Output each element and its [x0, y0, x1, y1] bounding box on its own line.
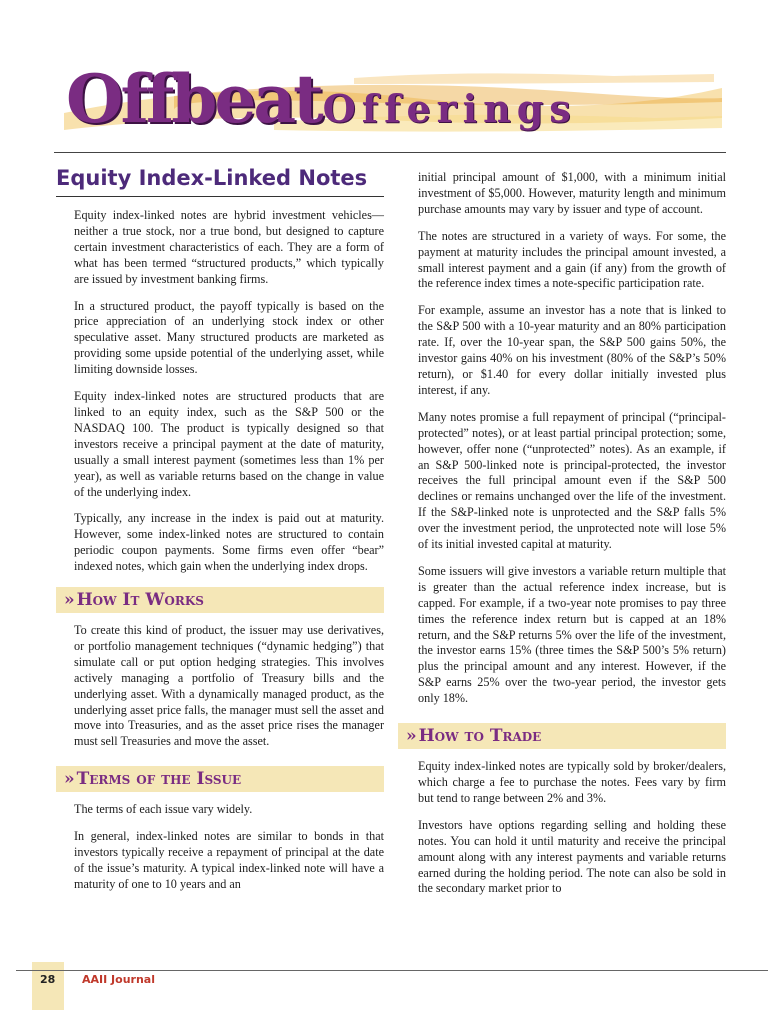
masthead-logo — [54, 58, 722, 144]
section-heading-how-it-works — [56, 587, 384, 613]
masthead-rule — [54, 152, 726, 153]
section-heading-label: How It Works — [76, 590, 204, 611]
chevron-icon: » — [64, 590, 75, 611]
article-title: Equity Index-Linked Notes — [56, 164, 384, 197]
masthead-offbeat: Offbeat — [66, 60, 321, 138]
how-to-trade-paragraph: Investors have options regarding selling and holding these notes. You can hold it until maturity and receive the principal amount along with any interest payments and variable returns earned during the holding period. The note can also be sold in the secondary market prior to — [418, 817, 726, 896]
how-to-trade-paragraph: Equity index-linked notes are typically sold by broker/dealers, which charge a fee to purchase the notes. Fees vary by firm but tend to range between 2% and 3%. — [418, 759, 726, 805]
terms-paragraph: In general, index-linked notes are similar to bonds in that investors typically receive a repayment of principal at the date of the issue’s maturity. A typical index-linked note will have a maturity of one to 10 years and an — [74, 829, 384, 891]
left-column — [56, 160, 384, 893]
journal-name: AAII Journal — [82, 973, 155, 986]
body-paragraph: The notes are structured in a variety of ways. For some, the payment at maturity includes the principal amount invested, a small interest payment and a gain (if any) from the growth of the reference index times a note-specific participation rate. — [418, 228, 726, 291]
page-number: 28 — [40, 973, 56, 986]
section-heading-how-to-trade — [398, 723, 726, 749]
section-heading-terms-of-the-issue — [56, 766, 384, 792]
body-paragraph: Some issuers will give investors a variable return multiple that is greater than the actual reference index increase, but is capped. For example, if a two-year note promises to pay three times the reference index return but is capped at an 18% return, and the S&P returns 5% over the life of the investment, the investor earns 15% (three times the S&P 500’s 5% return) plus the principal amount and any interest. However, if the S&P earns 25% over the two-year period, the investor gets only 18%. — [418, 563, 726, 706]
right-column — [398, 170, 726, 897]
body-paragraph: For example, assume an investor has a note that is linked to the S&P 500 with a 10-year maturity and an 80% participation rate. If, over the 10-year span, the S&P 500 gains 50%, the investor gains 40% on his investment (80% of the S&P’s 50% return), or $1.40 for every dollar initially invested plus interest, if any. — [418, 303, 726, 397]
section-heading-label: How to Trade — [418, 726, 542, 747]
intro-paragraph: Equity index-linked notes are structured products that are linked to an equity index, such as the S&P 500 or the NASDAQ 100. The product is typically designed so that investors receive a principal payment at the date of maturity, usually a small interest payment (sometimes less than 1% per year), as well as variable returns based on the change in value of the underlying index. — [74, 389, 384, 499]
terms-paragraph: The terms of each issue vary widely. — [74, 802, 253, 817]
section-heading-label: Terms of the Issue — [76, 769, 242, 790]
masthead-offerings: Offerings — [322, 86, 577, 131]
body-paragraph: Many notes promise a full repayment of principal (“principal-protected” notes), or at least partial principal protection; some, however, offer none (“unprotected” notes). As an example, if an S&P 500-linked note is principal-protected, the investor receives the full principal amount even if the S&P 500 declines or remains unchanged over the life of the investment. If the S&P-linked note is unprotected and the S&P falls 5% over the investment period, the unprotected note will lose 5% of its initial invested capital at maturity. — [418, 409, 726, 552]
footer-rule — [16, 970, 768, 971]
intro-paragraph: Typically, any increase in the index is paid out at maturity. However, some index-linked notes are structured to contain periodic coupon payments. Some firms even offer “bear” indexed notes, which gain when the underlying index drops. — [74, 511, 384, 574]
chevron-icon: » — [64, 769, 75, 790]
how-it-works-paragraph: To create this kind of product, the issuer may use derivatives, or portfolio management techniques (“dynamic hedging”) that simulate call or put option hedging strategies. This involves actively managing a portfolio of Treasury bills and the underlying asset. With a dynamically managed product, as the underlying asset price falls, the manager must sell the asset and move into Treasuries, and as the asset price rises the manager must sell Treasuries and move the asset. — [74, 623, 384, 749]
chevron-icon: » — [406, 726, 417, 747]
body-paragraph: initial principal amount of $1,000, with a minimum initial investment of $5,000. However, maturity length and minimum purchase amounts may vary by issuer and type of account. — [418, 170, 726, 216]
intro-paragraph: Equity index-linked notes are hybrid investment vehicles—neither a true stock, nor a true bond, but designed to capture certain investment characteristics of each. They are a form of what has been termed “structured products,” which typically are issued by investment banking firms. — [74, 208, 384, 286]
intro-paragraph: In a structured product, the payoff typically is based on the price appreciation of an underlying stock index or other speculative asset. Many structured products are marketed as providing some upside potential of the underlying asset, while limiting downside losses. — [74, 298, 384, 377]
